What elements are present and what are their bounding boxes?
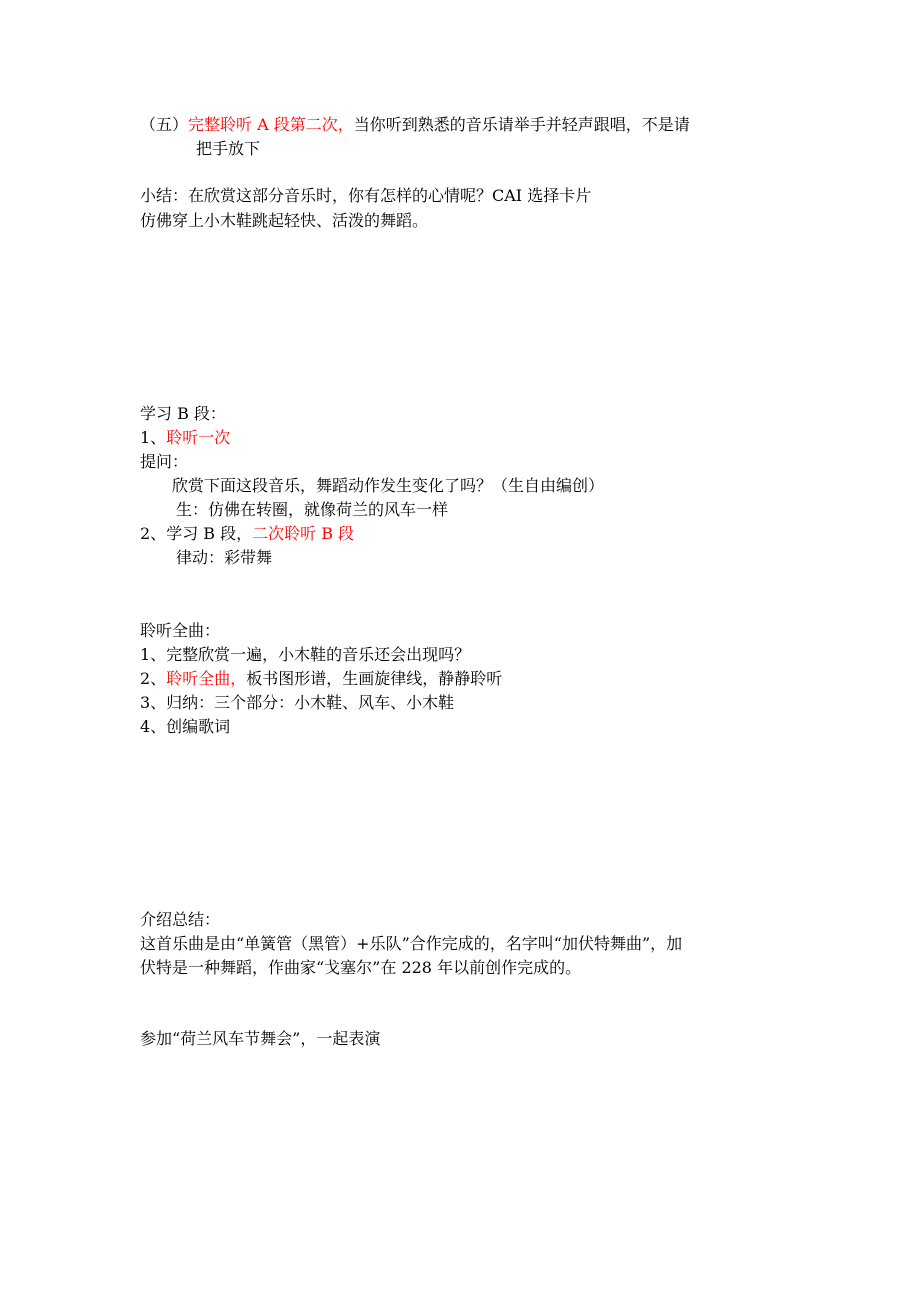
part5-highlight: 完整聆听 A 段第二次， [188,115,354,134]
section-b-item1-text: 聆听一次 [166,428,231,447]
answer-text: 生：仿佛在转圈，就像荷兰的风车一样 [176,500,449,519]
full-song-item3: 3、归纳：三个部分：小木鞋、风车、小木鞋 [140,693,455,712]
section-b-item2 [140,522,354,546]
section-b-item1-num: 1、 [140,428,167,447]
summary-line2: 仿佛穿上小木鞋跳起轻快、活泼的舞蹈。 [140,211,429,230]
full-song-item2-rest: 板书图形谱，生画旋律线，静静聆听 [246,669,503,688]
part5-rest: 当你听到熟悉的音乐请举手并轻声跟唱，不是请 [353,115,690,134]
question-text: 欣赏下面这段音乐，舞蹈动作发生变化了吗？（生自由编创） [172,476,605,495]
section-b-item1 [140,426,230,450]
full-song-item2-num: 2、 [140,669,167,688]
intro-summary-line1: 这首乐曲是由“单簧管（黑管）+乐队”合作完成的，名字叫“加伏特舞曲”，加 [140,934,683,953]
section-b-item2-num: 2、 [140,524,167,543]
part5-prefix: （五） [140,115,189,134]
full-song-item2-highlight: 聆听全曲， [166,669,247,688]
summary-line1: 小结：在欣赏这部分音乐时，你有怎样的心情呢？CAI 选择卡片 [140,186,592,205]
full-song-heading: 聆听全曲： [140,621,221,640]
part5-continuation: 把手放下 [196,139,261,158]
closing-line: 参加“荷兰风车节舞会”，一起表演 [140,1029,381,1048]
full-song-item4: 4、创编歌词 [140,717,231,736]
part5-line [140,113,690,137]
question-label: 提问： [140,452,189,471]
section-b-heading: 学习 B 段： [140,404,226,423]
intro-summary-heading: 介绍总结： [140,910,221,929]
rhythm-text: 律动：彩带舞 [176,548,273,567]
full-song-item2 [140,667,502,691]
section-b-item2-highlight: 二次聆听 B 段 [252,524,355,543]
intro-summary-line2: 伏特是一种舞蹈，作曲家“戈塞尔”在 228 年以前创作完成的。 [140,958,582,977]
section-b-item2-text: 学习 B 段， [166,524,253,543]
full-song-item1: 1、完整欣赏一遍，小木鞋的音乐还会出现吗？ [140,645,471,664]
